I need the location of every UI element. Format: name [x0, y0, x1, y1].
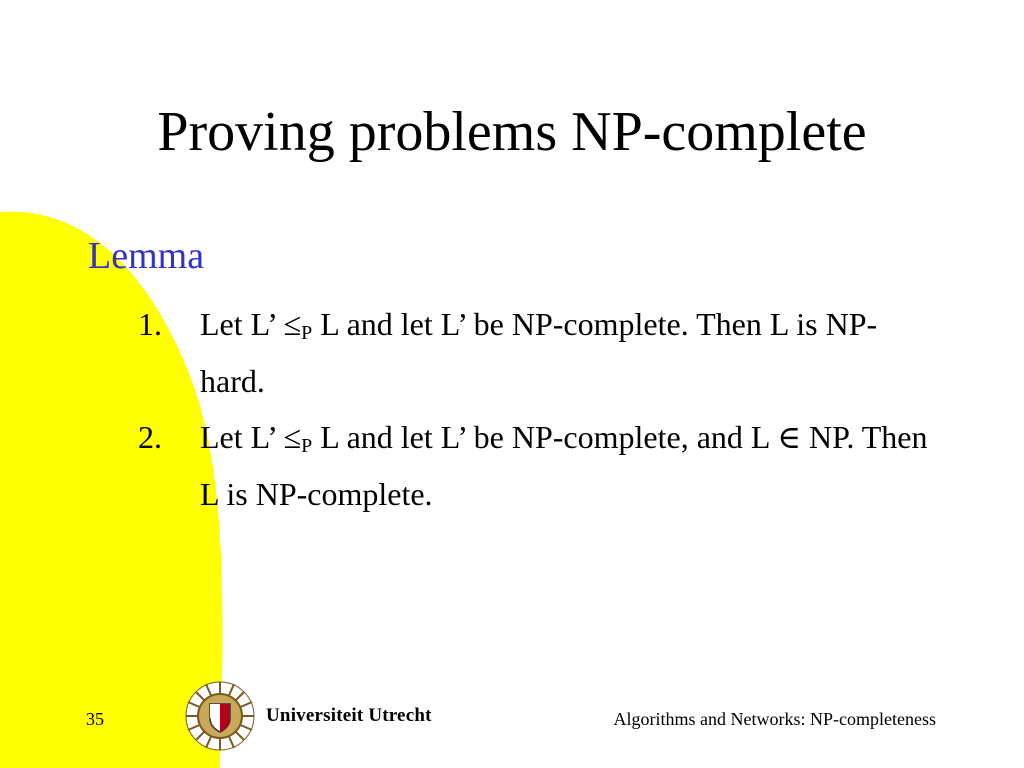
item-text-before: Let L’ ≤: [200, 306, 302, 342]
item-number: 2.: [138, 419, 162, 455]
item-text-after: L and let L’ be NP-complete, and L ∈ NP. Then L is NP-complete.: [200, 419, 928, 512]
lemma-heading: Lemma: [88, 235, 205, 277]
university-seal-icon: [184, 680, 256, 752]
item-subscript: P: [301, 435, 313, 457]
item-number: 1.: [138, 306, 162, 342]
item-text-before: Let L’ ≤: [200, 419, 302, 455]
item-text: [200, 413, 930, 518]
lemma-item-2: [138, 413, 938, 518]
item-text-after: L and let L’ be NP-complete. Then L is NP-hard.: [200, 306, 878, 399]
slide-title: Proving problems NP-complete: [157, 101, 867, 163]
item-text: [200, 300, 930, 405]
course-title: Algorithms and Networks: NP-completeness: [613, 709, 936, 729]
university-name: Universiteit Utrecht: [266, 705, 432, 726]
lemma-list: [138, 300, 938, 526]
lemma-item-1: [138, 300, 938, 405]
item-subscript: P: [301, 322, 313, 344]
page-number: 35: [86, 709, 104, 729]
